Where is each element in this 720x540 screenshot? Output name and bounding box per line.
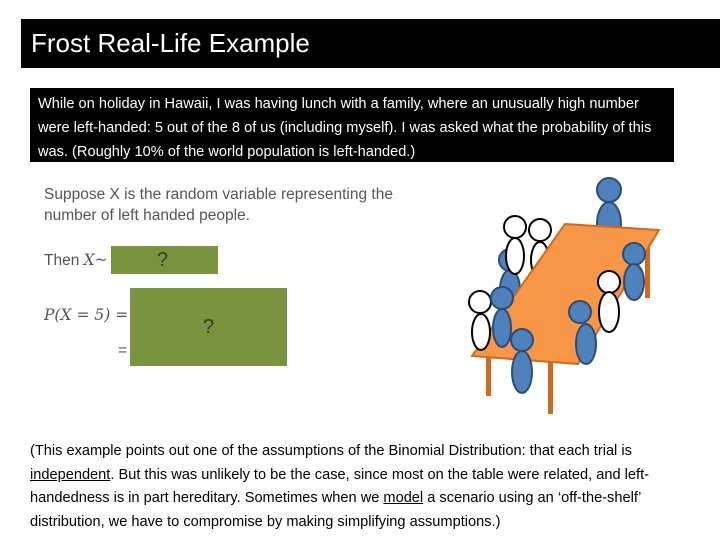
then-label: Then (44, 252, 80, 269)
person-right-blue-2 (623, 243, 645, 300)
footer-text-1: (This example points out one of the assumptions of the Binomial Distribution: that each trial is (30, 443, 632, 459)
dinner-table-illustration (460, 172, 665, 418)
footer-text-2: . But this was unlikely to be the case, since most on the table were related, and left-handedness is in part hereditary. Sometimes when we (30, 466, 649, 506)
probability-label: P(X = 5) = (44, 306, 129, 324)
person-back-white-1 (504, 216, 526, 274)
question-line-2: number of left handed people. (44, 207, 250, 224)
independent-term: independent (30, 466, 111, 483)
then-variable: X~ (83, 251, 108, 269)
footer-note (30, 440, 710, 534)
table-leg (486, 354, 491, 396)
person-right-white (598, 271, 620, 332)
title-bar (21, 19, 720, 68)
answer-box-distribution[interactable]: ? (111, 246, 218, 274)
person-front-blue-1 (491, 287, 513, 347)
slide-title: Frost Real-Life Example (31, 28, 310, 58)
answer-box-probability[interactable]: ? (130, 288, 287, 366)
intro-text-box: While on holiday in Hawaii, I was having lunch with a family, where an unusually high number were left-handed: 5 out of the 8 of us (including myself). I was asked what the probability of this was. (Roughly 10% of the world population is left-handed.) (30, 88, 674, 162)
model-term: model (383, 490, 424, 506)
table-leg (548, 362, 553, 414)
footer-text-3: a scenario using an ‘off-the-shelf’ distribution, we have to compromise by making simplifying assumptions.) (30, 490, 641, 530)
person-front-blue-2 (511, 329, 533, 393)
equals-sign: = (118, 342, 128, 359)
question-line-1: Suppose X is the random variable representing the (44, 186, 393, 203)
person-front-left-white (469, 291, 491, 350)
then-expression (44, 251, 108, 270)
probability-expression (44, 306, 128, 325)
